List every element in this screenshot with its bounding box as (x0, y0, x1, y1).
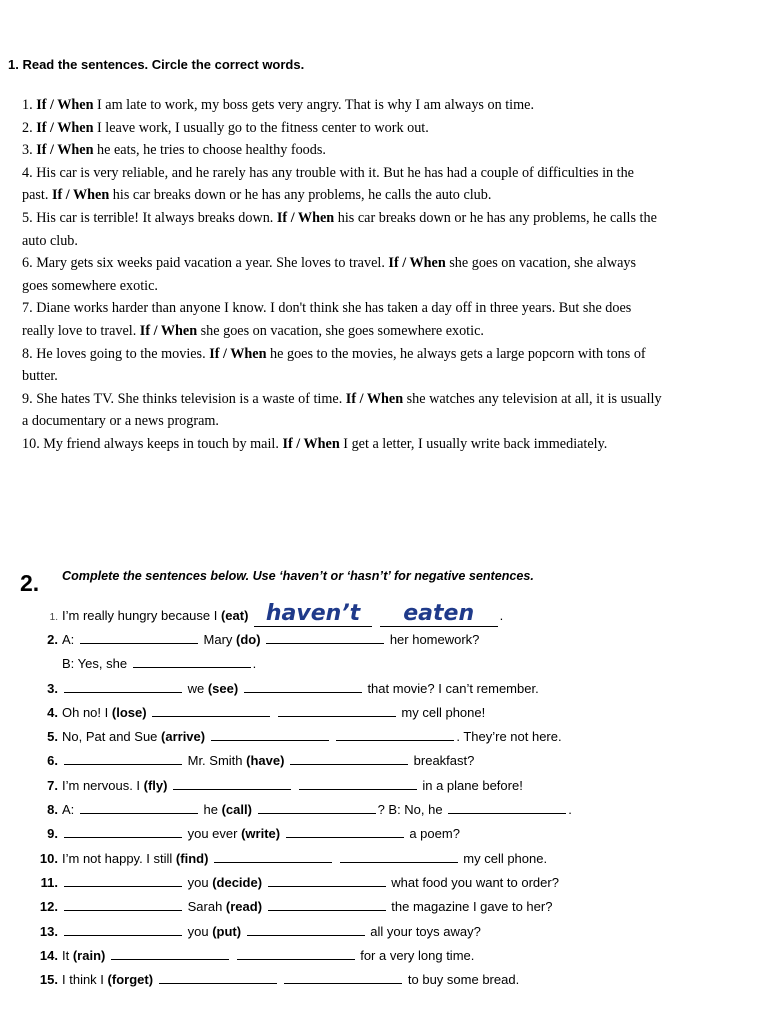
answer-blank[interactable] (152, 704, 270, 717)
item-text: . (252, 656, 257, 672)
item-number: 8. (47, 802, 58, 818)
sentence-item (22, 94, 662, 117)
answer-blank[interactable] (159, 971, 277, 984)
answer-blank[interactable] (214, 850, 332, 863)
sentence-text: she goes on vacation, she goes somewhere exotic. (197, 322, 484, 339)
answer-blank[interactable] (266, 631, 384, 644)
choice-words[interactable]: If / When (36, 119, 94, 136)
item-text: Mr. Smith (184, 753, 247, 769)
item-text: It (62, 947, 73, 963)
item-number: 2. (47, 632, 58, 647)
answer-blank[interactable] (80, 801, 198, 814)
item-text (374, 608, 378, 623)
item-text (153, 972, 157, 987)
verb-hint: (fly) (143, 777, 168, 793)
sentence-item (22, 162, 662, 207)
item-number: 15. (39, 972, 58, 988)
handwritten-answer[interactable]: haven’t (254, 602, 372, 627)
item-number: 9. (47, 826, 58, 842)
item-text (262, 899, 266, 914)
answer-blank[interactable] (244, 680, 362, 693)
item-text (167, 778, 171, 793)
answer-blank[interactable] (237, 947, 355, 960)
sentence-text: 1. (22, 97, 37, 113)
answer-blank[interactable] (64, 825, 182, 838)
item-number: 3. (47, 680, 58, 696)
answer-blank[interactable] (284, 971, 402, 984)
answer-blank[interactable] (64, 874, 182, 887)
section1-heading: 1. Read the sentences. Circle the correct words. (8, 57, 305, 72)
choice-words[interactable]: If / When (209, 345, 267, 362)
item-text: in a plane before! (418, 777, 523, 793)
item-text: you (184, 874, 213, 890)
item-text: . (499, 608, 504, 623)
answer-blank[interactable] (286, 825, 404, 838)
exercise-item (24, 847, 624, 871)
section2-instruction: Complete the sentences below. Use ‘haven’t or ‘hasn’t’ for negative sentences. (62, 569, 534, 583)
verb-hint: (call) (221, 802, 252, 818)
verb-hint: (eat) (220, 608, 249, 623)
answer-blank[interactable] (80, 631, 198, 644)
item-text: I think I (62, 972, 108, 988)
item-text (272, 705, 276, 720)
item-text: you (184, 923, 213, 939)
item-text (205, 729, 209, 744)
exercise-item (24, 774, 624, 798)
item-text: ? B: No, he (377, 802, 447, 818)
verb-hint: (arrive) (161, 729, 206, 745)
answer-blank[interactable] (336, 728, 454, 741)
verb-hint: (decide) (212, 874, 263, 890)
item-text (284, 753, 288, 768)
sentence-item (22, 433, 662, 456)
item-text: I’m nervous. I (62, 777, 144, 793)
verb-hint: (rain) (72, 947, 106, 963)
exercise-item (24, 968, 624, 992)
item-text: my cell phone. (459, 850, 548, 866)
item-number: 6. (47, 753, 58, 769)
item-text (331, 729, 335, 744)
verb-hint: (write) (241, 826, 281, 842)
item-text: B: Yes, she (62, 656, 131, 672)
sentence-text: I am late to work, my boss gets very angry. That is why I am always on time. (93, 97, 534, 113)
item-text: to buy some bread. (404, 972, 520, 988)
item-text: . (568, 802, 572, 818)
item-text: he (199, 802, 222, 818)
sentence-text: 5. His car is terrible! It always breaks down. (22, 209, 277, 226)
sentence-text: he goes to the movies, he always gets a large popcorn with tons of butter. (22, 345, 646, 385)
item-text (334, 851, 338, 866)
answer-blank[interactable] (258, 801, 376, 814)
answer-blank[interactable] (64, 898, 182, 911)
answer-blank[interactable] (64, 680, 182, 693)
sentence-text: I leave work, I usually go to the fitness center to work out. (93, 119, 429, 136)
sentence-text: 9. She hates TV. She thinks television is a waste of time. (22, 390, 346, 407)
sentence-text: his car breaks down or he has any problems, he calls the auto club. (109, 187, 492, 204)
item-text: A: (62, 802, 78, 818)
verb-hint: (do) (236, 632, 261, 647)
answer-blank[interactable] (278, 704, 396, 717)
choice-words[interactable]: If / When (388, 255, 446, 272)
item-text (293, 778, 297, 793)
answer-blank[interactable] (64, 923, 182, 936)
answer-blank[interactable] (268, 898, 386, 911)
sentence-text: 3. (22, 142, 37, 159)
exercise-item (24, 725, 624, 749)
item-text (252, 802, 256, 817)
item-text (105, 948, 109, 963)
item-text (279, 972, 283, 987)
item-number: 13. (39, 923, 58, 939)
choice-words[interactable]: If / When (51, 187, 110, 204)
exercise-item (24, 677, 624, 701)
choice-words[interactable]: If / When (345, 390, 404, 407)
item-text: A: (62, 632, 78, 647)
handwritten-answer[interactable]: eaten (380, 602, 498, 627)
item-text: Oh no! I (62, 704, 112, 720)
sentence-item (22, 388, 662, 433)
choice-words[interactable]: If / When (282, 435, 340, 452)
item-text: we (184, 680, 208, 696)
item-number: 5. (47, 729, 58, 745)
choice-words[interactable]: If / When (139, 322, 198, 339)
item-text: that movie? I can’t remember. (363, 680, 539, 696)
item-text (147, 705, 151, 720)
exercise-item (24, 822, 624, 846)
sentence-text: his car breaks down or he has any problems, he calls the auto club. (22, 209, 657, 249)
exercise-item (24, 798, 624, 822)
answer-blank[interactable] (448, 801, 566, 814)
item-text (248, 608, 252, 623)
sentence-text: he eats, he tries to choose healthy foods. (93, 142, 326, 159)
item-text: you ever (184, 826, 242, 842)
exercise-item (24, 920, 624, 944)
item-text: I’m not happy. I still (62, 850, 176, 866)
answer-blank[interactable] (111, 947, 229, 960)
item-text (280, 826, 284, 841)
answer-blank[interactable] (211, 728, 329, 741)
item-text (261, 632, 265, 647)
sentence-item (22, 139, 662, 162)
answer-blank[interactable] (299, 777, 417, 790)
item-number: 11. (40, 874, 58, 890)
item-number: 1. (49, 612, 58, 623)
exercise-item (24, 628, 624, 652)
item-text: my cell phone! (397, 704, 486, 720)
sentence-item (22, 117, 662, 140)
section2-list (24, 596, 624, 992)
item-text: all your toys away? (366, 923, 481, 939)
item-text (238, 681, 242, 696)
sentence-text: she goes on vacation, she always goes somewhere exotic. (22, 255, 637, 294)
exercise-item (24, 944, 624, 968)
item-text: her homework? (386, 632, 480, 647)
item-text: I’m really hungry because I (62, 608, 221, 623)
item-text: Sarah (184, 899, 226, 915)
item-number: 12. (39, 899, 58, 915)
exercise-item (24, 871, 624, 895)
verb-hint: (see) (207, 680, 239, 696)
exercise-item (24, 652, 624, 676)
item-text: a poem? (405, 826, 460, 842)
sentence-text: I get a letter, I usually write back immediately. (339, 435, 608, 452)
section1-list (22, 94, 662, 456)
item-text (231, 948, 235, 963)
choice-words[interactable]: If / When (36, 97, 94, 113)
item-text (241, 924, 245, 939)
sentence-text: 7. Diane works harder than anyone I know. I don't think she has taken a day off in three years. But she does really love to travel. (22, 300, 632, 339)
sentence-item (22, 297, 662, 342)
exercise-item (24, 749, 624, 773)
choice-words[interactable]: If / When (276, 209, 335, 226)
sentence-item (22, 207, 662, 252)
item-number: 10. (39, 850, 58, 866)
verb-hint: (forget) (107, 972, 154, 988)
item-number: 7. (47, 777, 58, 793)
item-text (208, 851, 212, 866)
exercise-item (24, 596, 624, 628)
sentence-text: 6. Mary gets six weeks paid vacation a year. She loves to travel. (22, 255, 389, 272)
sentence-item (22, 252, 662, 297)
sentence-text: 4. His car is very reliable, and he rarely has any trouble with it. But he has had a couple of difficulties in the past. (22, 164, 634, 204)
verb-hint: (lose) (111, 704, 147, 720)
answer-blank[interactable] (64, 752, 182, 765)
item-number: 4. (47, 704, 58, 720)
item-text (262, 875, 266, 890)
sentence-text: she watches any television at all, it is usually a documentary or a news program. (22, 390, 662, 430)
answer-blank[interactable] (133, 655, 251, 668)
exercise-item (24, 701, 624, 725)
item-text: the magazine I gave to her? (387, 899, 553, 915)
item-text: what food you want to order? (387, 874, 559, 890)
answer-blank[interactable] (340, 850, 458, 863)
item-number: 14. (39, 947, 58, 963)
sentence-item (22, 343, 662, 388)
item-text: No, Pat and Sue (62, 729, 162, 745)
answer-blank[interactable] (247, 923, 365, 936)
section2-number: 2. (20, 570, 40, 596)
answer-blank[interactable] (268, 874, 386, 887)
verb-hint: (read) (225, 899, 263, 915)
answer-blank[interactable] (173, 777, 291, 790)
verb-hint: (find) (175, 850, 209, 866)
item-text: . They’re not here. (456, 729, 562, 745)
sentence-text: 8. He loves going to the movies. (22, 345, 210, 362)
verb-hint: (have) (246, 753, 285, 769)
item-text: breakfast? (410, 753, 475, 769)
answer-blank[interactable] (290, 752, 408, 765)
choice-words[interactable]: If / When (36, 142, 94, 159)
verb-hint: (put) (212, 923, 242, 939)
item-text: for a very long time. (356, 947, 475, 963)
sentence-text: 2. (22, 119, 37, 136)
sentence-text: 10. My friend always keeps in touch by mail. (22, 435, 283, 452)
item-text: Mary (199, 632, 237, 647)
exercise-item (24, 895, 624, 919)
